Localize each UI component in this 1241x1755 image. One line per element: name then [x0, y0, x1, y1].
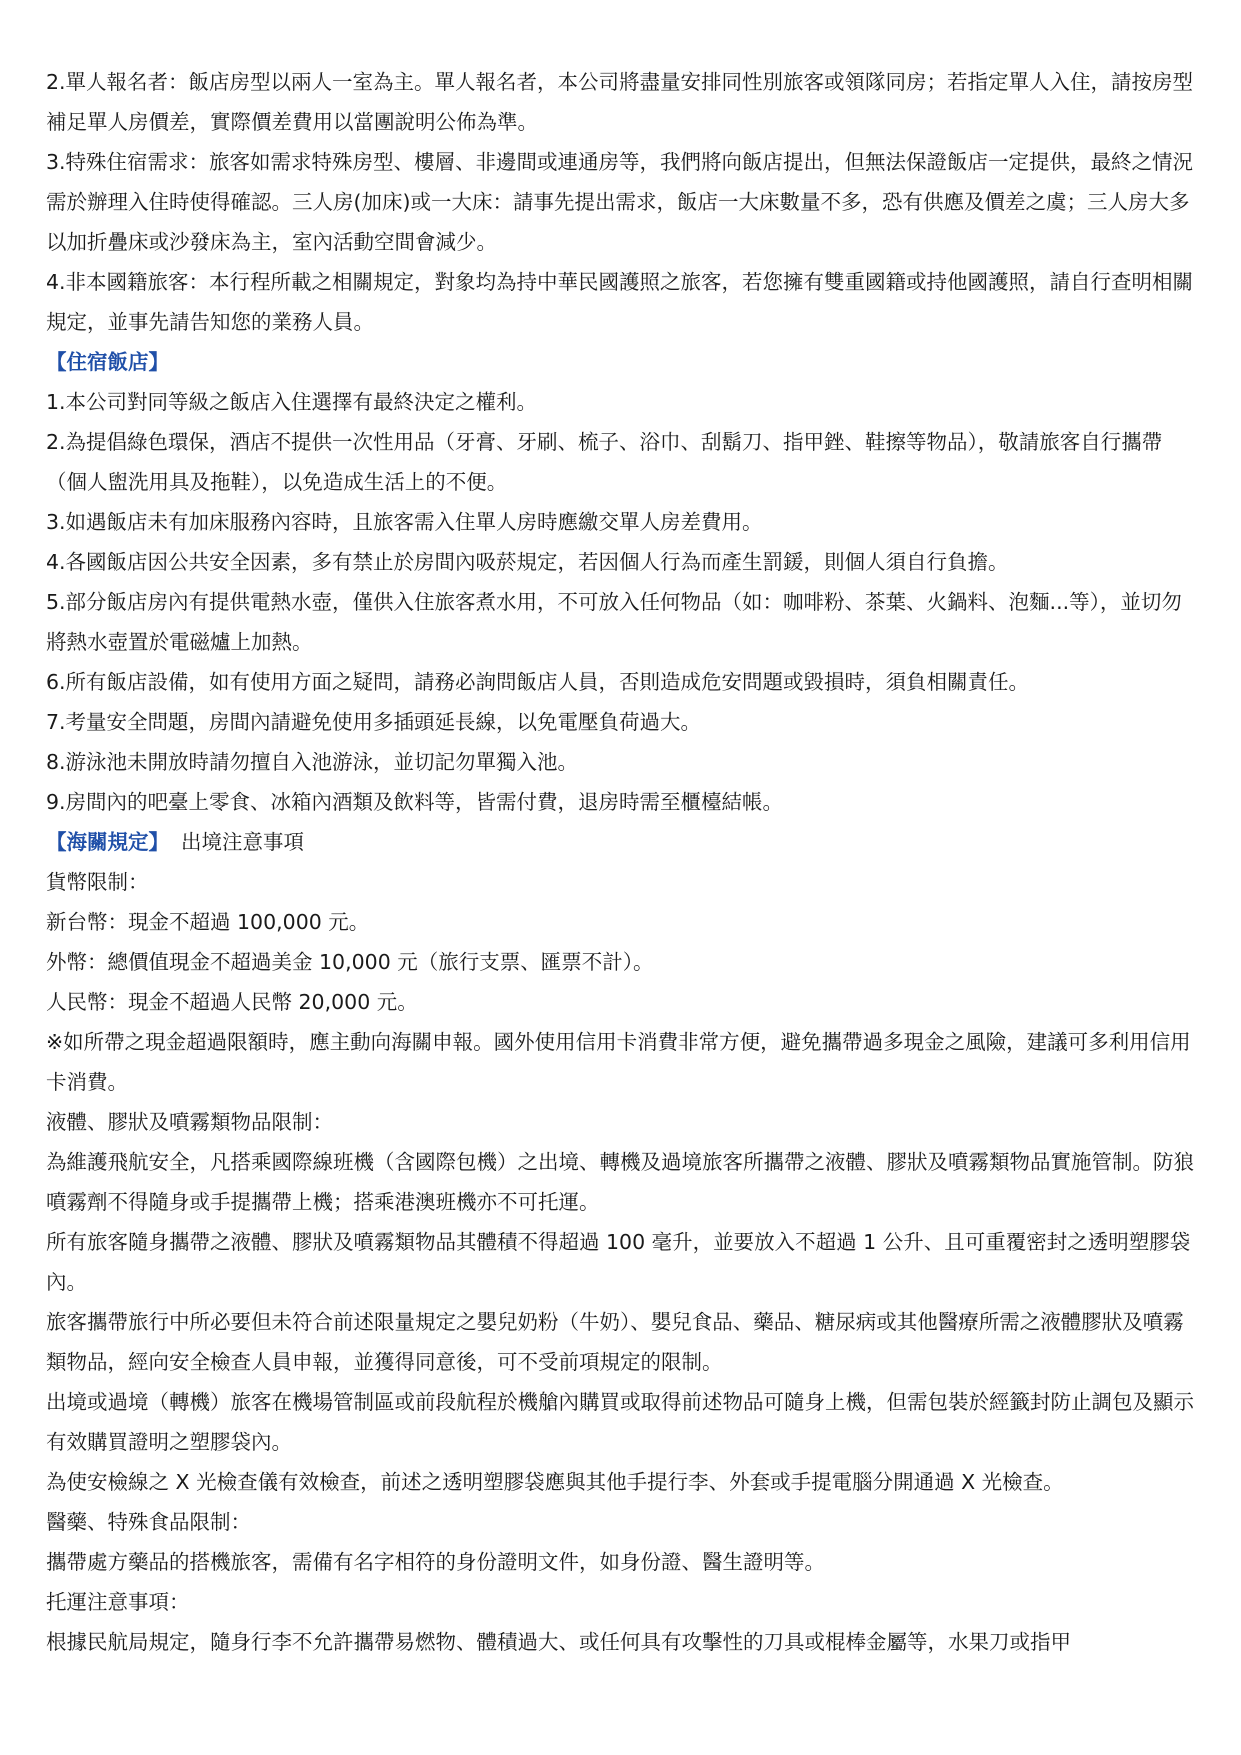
currency-limit-title: 貨幣限制： [46, 870, 149, 894]
room-note-3: 3.特殊住宿需求：旅客如需求特殊房型、樓層、非邊間或連通房等，我們將向飯店提出，但無法保證飯店一定提供，最終之情況需於辦理入住時使得確認。三人房(加床)或一大床：請事先提出需求，飯店一大床數量不多，恐有供應及價差之虞；三人房大多以加折疊床或沙發床為主，室內活動空間會減少。 [46, 150, 1194, 254]
hotel-item-1: 1.本公司對同等級之飯店入住選擇有最終決定之權利。 [46, 390, 538, 414]
currency-note: ※如所帶之現金超過限額時，應主動向海關申報。國外使用信用卡消費非常方便，避免攜帶過多現金之風險，建議可多利用信用卡消費。 [46, 1030, 1191, 1094]
hotel-section-heading: 【住宿飯店】 [46, 350, 169, 374]
customs-section-heading: 【海關規定】 [46, 830, 169, 854]
hotel-item-2: 2.為提倡綠色環保，酒店不提供一次性用品（牙膏、牙刷、梳子、浴巾、刮鬍刀、指甲銼、鞋擦等物品），敬請旅客自行攜帶（個人盥洗用具及拖鞋），以免造成生活上的不便。 [46, 430, 1163, 494]
hotel-item-4: 4.各國飯店因公共安全因素，多有禁止於房間內吸菸規定，若因個人行為而產生罰鍰，則個人須自行負擔。 [46, 550, 1009, 574]
room-note-2: 2.單人報名者：飯店房型以兩人一室為主。單人報名者，本公司將盡量安排同性別旅客或領隊同房；若指定單人入住，請按房型補足單人房價差，實際價差費用以當團說明公佈為準。 [46, 70, 1194, 134]
liquid-rule-1: 為維護飛航安全，凡搭乘國際線班機（含國際包機）之出境、轉機及過境旅客所攜帶之液體、膠狀及噴霧類物品實施管制。防狼噴霧劑不得隨身或手提攜帶上機；搭乘港澳班機亦不可托運。 [46, 1150, 1194, 1214]
liquid-rule-4: 出境或過境（轉機）旅客在機場管制區或前段航程於機艙內購買或取得前述物品可隨身上機，但需包裝於經籤封防止調包及顯示有效購買證明之塑膠袋內。 [46, 1390, 1194, 1454]
hotel-item-9: 9.房間內的吧臺上零食、冰箱內酒類及飲料等，皆需付費，退房時需至櫃檯結帳。 [46, 790, 784, 814]
checked-baggage-title: 托運注意事項： [46, 1590, 190, 1614]
liquid-rule-5: 為使安檢線之 X 光檢查儀有效檢查，前述之透明塑膠袋應與其他手提行李、外套或手提電腦分開通過 X 光檢查。 [46, 1470, 1064, 1494]
hotel-item-5: 5.部分飯店房內有提供電熱水壺，僅供入住旅客煮水用，不可放入任何物品（如：咖啡粉、茶葉、火鍋料、泡麵...等），並切勿將熱水壺置於電磁爐上加熱。 [46, 590, 1182, 654]
currency-rmb: 人民幣：現金不超過人民幣 20,000 元。 [46, 990, 418, 1014]
medicine-rule: 攜帶處方藥品的搭機旅客，需備有名字相符的身份證明文件，如身份證、醫生證明等。 [46, 1550, 825, 1574]
liquid-rule-3: 旅客攜帶旅行中所必要但未符合前述限量規定之嬰兒奶粉（牛奶）、嬰兒食品、藥品、糖尿病或其他醫療所需之液體膠狀及噴霧類物品，經向安全檢查人員申報，並獲得同意後，可不受前項規定的限制。 [46, 1310, 1184, 1374]
currency-twd: 新台幣：現金不超過 100,000 元。 [46, 910, 370, 934]
hotel-item-6: 6.所有飯店設備，如有使用方面之疑問，請務必詢問飯店人員，否則造成危安問題或毀損時，須負相關責任。 [46, 670, 1030, 694]
liquid-limit-title: 液體、膠狀及噴霧類物品限制： [46, 1110, 333, 1134]
currency-foreign: 外幣：總價值現金不超過美金 10,000 元（旅行支票、匯票不計）。 [46, 950, 654, 974]
hotel-item-3: 3.如遇飯店未有加床服務內容時，且旅客需入住單人房時應繳交單人房差費用。 [46, 510, 763, 534]
checked-baggage-rule: 根據民航局規定，隨身行李不允許攜帶易燃物、體積過大、或任何具有攻擊性的刀具或棍棒金屬等，水果刀或指甲 [46, 1630, 1071, 1654]
customs-section-header [46, 822, 1195, 862]
hotel-item-7: 7.考量安全問題，房間內請避免使用多插頭延長線，以免電壓負荷過大。 [46, 710, 702, 734]
hotel-item-8: 8.游泳池未開放時請勿擅自入池游泳，並切記勿單獨入池。 [46, 750, 579, 774]
liquid-rule-2: 所有旅客隨身攜帶之液體、膠狀及噴霧類物品其體積不得超過 100 毫升，並要放入不超過 1 公升、且可重覆密封之透明塑膠袋內。 [46, 1230, 1191, 1294]
room-note-4: 4.非本國籍旅客：本行程所載之相關規定，對象均為持中華民國護照之旅客，若您擁有雙重國籍或持他國護照，請自行查明相關規定，並事先請告知您的業務人員。 [46, 270, 1194, 334]
medicine-limit-title: 醫藥、特殊食品限制： [46, 1510, 251, 1534]
customs-section-subheading: 出境注意事項 [181, 830, 304, 854]
